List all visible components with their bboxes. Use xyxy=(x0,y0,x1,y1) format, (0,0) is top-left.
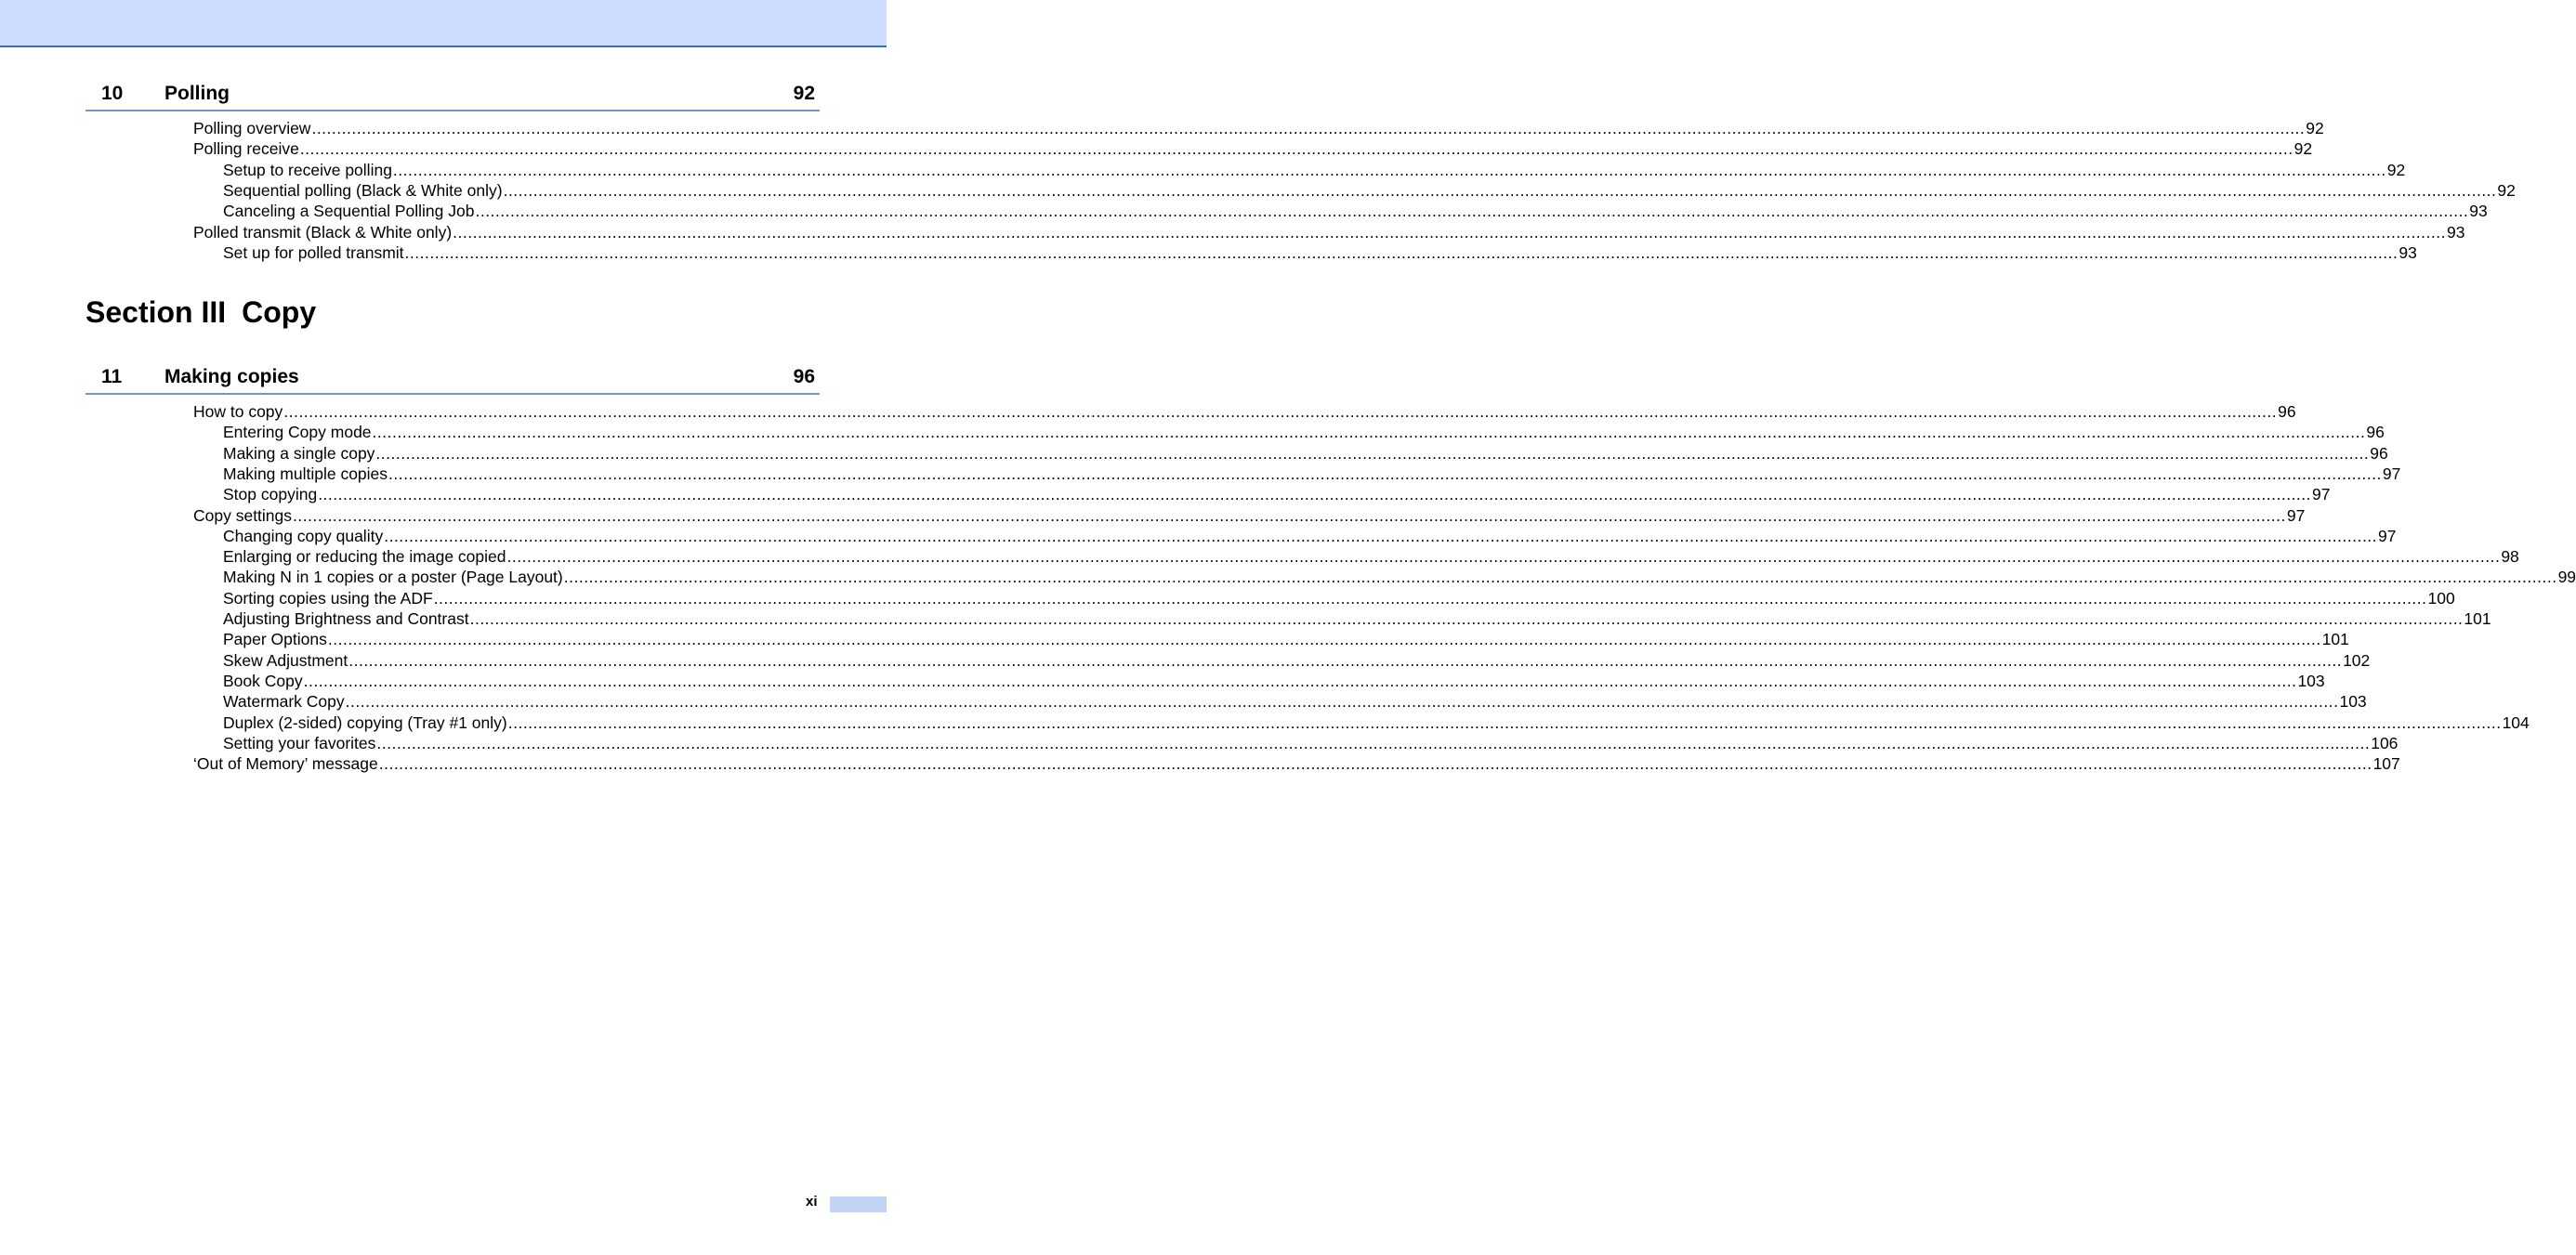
toc-entry-label: Skew Adjustment xyxy=(223,650,348,670)
dot-leader: ................................................................................................................................................................................................................................................................................................................................................................................................................ xyxy=(503,180,2497,200)
toc-entry-page: 103 xyxy=(2339,692,2367,712)
toc-entry[interactable] xyxy=(223,160,2406,180)
toc-entry-page: 92 xyxy=(2386,160,2406,179)
page-number: xi xyxy=(806,1194,818,1209)
toc-entry-label: Duplex (2-sided) copying (Tray #1 only) xyxy=(223,712,507,732)
toc-entry[interactable] xyxy=(223,629,2349,649)
toc-entry-page: 99 xyxy=(2557,568,2576,587)
toc-entry-label: Setting your favorites xyxy=(223,733,376,752)
toc-entry[interactable] xyxy=(223,650,2371,671)
chapter-number: 10 xyxy=(101,83,124,104)
toc-entry-page: 100 xyxy=(2427,588,2455,608)
toc-entry[interactable] xyxy=(223,526,2397,546)
toc-entry-page: 97 xyxy=(2378,526,2397,545)
toc-entry-page: 97 xyxy=(2286,505,2306,525)
toc-entry-page: 102 xyxy=(2343,650,2371,670)
toc-entry[interactable] xyxy=(223,422,2385,442)
section-heading xyxy=(85,295,316,330)
toc-entry-label: Adjusting Brightness and Contrast xyxy=(223,609,469,628)
dot-leader: ................................................................................................................................................................................................................................................................................................................................................................................................................ xyxy=(327,630,2321,649)
toc-entry[interactable] xyxy=(193,222,2465,242)
toc-entry[interactable] xyxy=(223,464,2401,484)
dot-leader: ................................................................................................................................................................................................................................................................................................................................................................................................................ xyxy=(376,733,2371,752)
toc-entry[interactable] xyxy=(223,733,2399,753)
dot-leader: ................................................................................................................................................................................................................................................................................................................................................................................................................ xyxy=(453,222,2446,242)
toc-entry-page: 103 xyxy=(2297,671,2325,690)
chapter-page: 96 xyxy=(793,366,815,387)
header-band xyxy=(0,0,887,47)
toc-entry-label: Polled transmit (Black & White only) xyxy=(193,222,453,242)
toc-entry[interactable] xyxy=(193,118,2324,138)
chapter-10-heading xyxy=(85,84,820,111)
toc-entry[interactable] xyxy=(223,242,2417,263)
toc-entry-page: 96 xyxy=(2366,423,2385,442)
dot-leader: ................................................................................................................................................................................................................................................................................................................................................................................................................ xyxy=(384,526,2378,545)
toc-entry-page: 104 xyxy=(2502,712,2530,732)
toc-entry[interactable] xyxy=(223,201,2488,221)
dot-leader: ................................................................................................................................................................................................................................................................................................................................................................................................................ xyxy=(375,443,2370,463)
toc-entry-label: Enlarging or reducing the image copied xyxy=(223,547,506,567)
dot-leader: ................................................................................................................................................................................................................................................................................................................................................................................................................ xyxy=(348,650,2343,670)
dot-leader: ................................................................................................................................................................................................................................................................................................................................................................................................................ xyxy=(563,568,2557,587)
dot-leader: ................................................................................................................................................................................................................................................................................................................................................................................................................ xyxy=(388,464,2382,483)
toc-entry-label: Making multiple copies xyxy=(223,464,388,483)
toc-entry-page: 92 xyxy=(2497,180,2516,200)
toc-entry-label: Book Copy xyxy=(223,671,303,690)
dot-leader: ................................................................................................................................................................................................................................................................................................................................................................................................................ xyxy=(378,754,2372,774)
dot-leader: ................................................................................................................................................................................................................................................................................................................................................................................................................ xyxy=(392,160,2386,179)
footer-band xyxy=(830,1196,887,1212)
chapter-page: 92 xyxy=(793,83,815,104)
toc-entry-label: Making N in 1 copies or a poster (Page Layout) xyxy=(223,568,563,587)
toc-entry[interactable] xyxy=(223,712,2530,733)
dot-leader: ................................................................................................................................................................................................................................................................................................................................................................................................................ xyxy=(303,671,2297,690)
dot-leader: ................................................................................................................................................................................................................................................................................................................................................................................................................ xyxy=(318,485,2312,504)
toc-entry[interactable] xyxy=(193,138,2313,159)
toc-entry-page: 92 xyxy=(2293,139,2313,159)
dot-leader: ................................................................................................................................................................................................................................................................................................................................................................................................................ xyxy=(311,119,2306,137)
toc-entry-page: 93 xyxy=(2446,222,2465,242)
dot-leader: ................................................................................................................................................................................................................................................................................................................................................................................................................ xyxy=(507,712,2502,732)
dot-leader: ................................................................................................................................................................................................................................................................................................................................................................................................................ xyxy=(506,547,2501,567)
toc-entry[interactable] xyxy=(223,567,2576,587)
toc-entry-page: 107 xyxy=(2372,754,2400,774)
toc-entry-page: 101 xyxy=(2321,630,2349,649)
toc-entry[interactable] xyxy=(223,484,2331,504)
toc-entry[interactable] xyxy=(223,608,2491,629)
toc-entry[interactable] xyxy=(223,691,2367,712)
chapter-11-heading xyxy=(85,367,820,395)
dot-leader: ................................................................................................................................................................................................................................................................................................................................................................................................................ xyxy=(404,242,2399,262)
chapter-title: Making copies xyxy=(164,366,299,387)
toc-entry[interactable] xyxy=(223,546,2519,567)
toc-entry-label: Making a single copy xyxy=(223,443,375,463)
toc-entry-page: 106 xyxy=(2371,733,2399,752)
toc-entry-page: 92 xyxy=(2306,119,2324,137)
chapter-title: Polling xyxy=(164,83,230,104)
toc-entry[interactable] xyxy=(223,443,2388,464)
dot-leader: ................................................................................................................................................................................................................................................................................................................................................................................................................ xyxy=(372,423,2366,442)
chapter-number: 11 xyxy=(101,366,123,387)
toc-entry-label: Watermark Copy xyxy=(223,692,345,712)
toc-entry-label: Polling overview xyxy=(193,119,311,137)
toc-entry-page: 97 xyxy=(2312,485,2331,504)
dot-leader: ................................................................................................................................................................................................................................................................................................................................................................................................................ xyxy=(293,505,2286,525)
toc-entry-label: Setup to receive polling xyxy=(223,160,392,179)
toc-entry-label: Changing copy quality xyxy=(223,526,384,545)
toc-entry-page: 98 xyxy=(2501,547,2519,567)
toc-entry-page: 101 xyxy=(2464,609,2491,628)
toc-entry-label: Set up for polled transmit xyxy=(223,242,404,262)
toc-entry-label: How to copy xyxy=(193,402,283,421)
section-title: Copy xyxy=(242,295,317,329)
toc-entry-label: Polling receive xyxy=(193,139,299,159)
dot-leader: ................................................................................................................................................................................................................................................................................................................................................................................................................ xyxy=(433,588,2427,608)
toc-entry-page: 96 xyxy=(2278,402,2296,421)
toc-entry-label: Sorting copies using the ADF xyxy=(223,588,433,608)
dot-leader: ................................................................................................................................................................................................................................................................................................................................................................................................................ xyxy=(283,402,2278,421)
dot-leader: ................................................................................................................................................................................................................................................................................................................................................................................................................ xyxy=(469,609,2464,628)
toc-entry-label: Canceling a Sequential Polling Job xyxy=(223,202,475,221)
toc-entry-label: Stop copying xyxy=(223,485,318,504)
toc-entry-page: 93 xyxy=(2399,242,2417,262)
toc-entry-page: 96 xyxy=(2370,443,2388,463)
toc-entry[interactable] xyxy=(223,671,2325,691)
dot-leader: ................................................................................................................................................................................................................................................................................................................................................................................................................ xyxy=(299,139,2293,159)
toc-entry-label: ‘Out of Memory’ message xyxy=(193,754,378,774)
toc-entry[interactable] xyxy=(223,588,2455,608)
toc-entry-label: Sequential polling (Black & White only) xyxy=(223,180,503,200)
toc-entry[interactable] xyxy=(193,753,2400,774)
toc-entry-label: Entering Copy mode xyxy=(223,423,372,442)
section-label: Section III xyxy=(85,295,227,329)
toc-entry-label: Paper Options xyxy=(223,630,327,649)
toc-entry-page: 97 xyxy=(2382,464,2401,483)
toc-entry-label: Copy settings xyxy=(193,505,293,525)
toc-entry-page: 93 xyxy=(2469,202,2488,221)
toc-entry[interactable] xyxy=(223,180,2516,201)
dot-leader: ................................................................................................................................................................................................................................................................................................................................................................................................................ xyxy=(475,202,2469,221)
toc-entry[interactable] xyxy=(193,401,2296,422)
dot-leader: ................................................................................................................................................................................................................................................................................................................................................................................................................ xyxy=(345,692,2339,712)
toc-entry[interactable] xyxy=(193,505,2306,526)
